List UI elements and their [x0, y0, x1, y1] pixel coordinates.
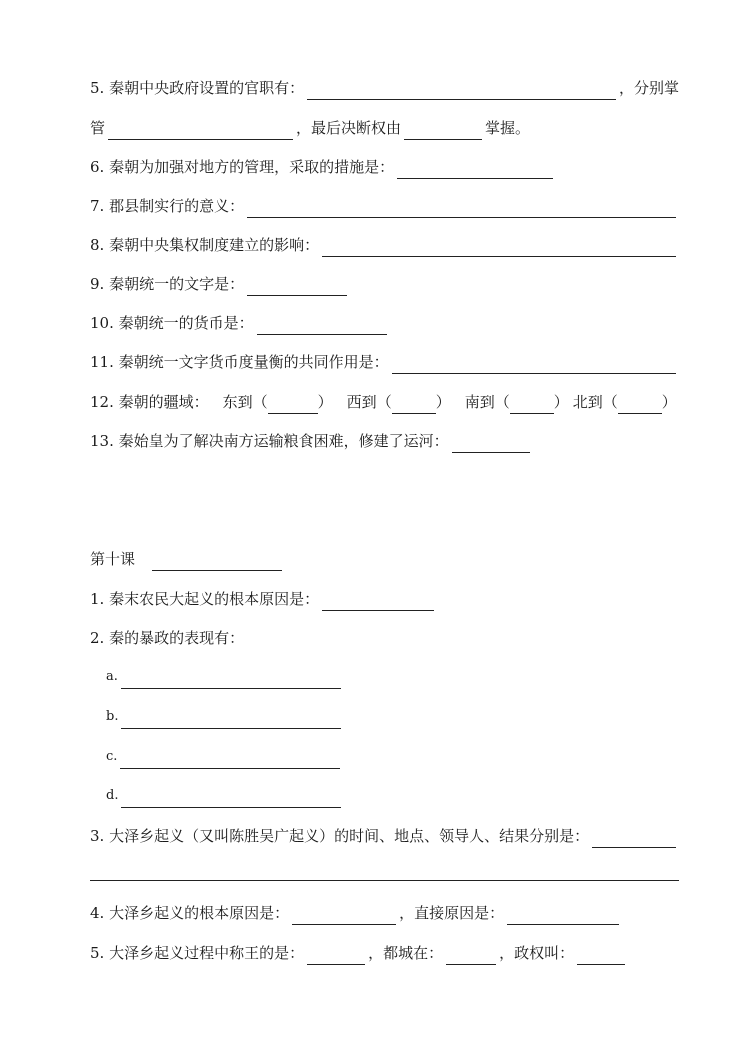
question-5-text-2: ，分别掌	[618, 79, 679, 97]
question-11-text: 11. 秦朝统一文字货币度量衡的共同作用是：	[90, 353, 389, 371]
answer-blank-east[interactable]	[268, 395, 318, 414]
lesson-question-5-text-2: ，都城在：	[368, 944, 444, 962]
answer-rule[interactable]	[90, 880, 679, 881]
lesson-question-5-text: 5. 大泽乡起义过程中称王的是：	[90, 944, 305, 962]
answer-blank[interactable]	[121, 670, 341, 689]
question-13-text: 13. 秦始皇为了解决南方运输粮食困难，修建了运河：	[90, 432, 449, 450]
paren-open: （	[602, 393, 618, 411]
sub-item-label: a.	[106, 669, 118, 684]
lesson-question-5	[90, 941, 628, 965]
answer-blank[interactable]	[322, 592, 434, 611]
paren-open: （	[494, 393, 510, 411]
question-5-text-4: ，最后决断权由	[296, 119, 402, 137]
answer-blank[interactable]	[446, 946, 496, 965]
answer-blank[interactable]	[507, 906, 619, 925]
question-5-line-2	[90, 116, 530, 140]
lesson-title-line	[90, 547, 285, 571]
question-8-text: 8. 秦朝中央集权制度建立的影响：	[90, 236, 320, 254]
question-7	[90, 194, 679, 218]
answer-blank[interactable]	[322, 238, 676, 257]
answer-blank[interactable]	[121, 789, 341, 808]
answer-blank[interactable]	[121, 710, 341, 729]
question-10-text: 10. 秦朝统一的货币是：	[90, 314, 254, 332]
question-9-text: 9. 秦朝统一的文字是：	[90, 275, 245, 293]
lesson-question-1-text: 1. 秦末农民大起义的根本原因是：	[90, 590, 320, 608]
question-6-text: 6. 秦朝为加强对地方的管理，采取的措施是：	[90, 158, 395, 176]
answer-blank[interactable]	[108, 121, 293, 140]
answer-blank[interactable]	[120, 750, 340, 769]
answer-blank[interactable]	[292, 906, 396, 925]
lesson-question-3-text: 3. 大泽乡起义（又叫陈胜吴广起义）的时间、地点、领导人、结果分别是：	[90, 827, 590, 845]
sub-item-label: c.	[106, 749, 118, 764]
answer-blank[interactable]	[404, 121, 482, 140]
answer-blank[interactable]	[307, 946, 365, 965]
paren-close: ）	[661, 393, 677, 411]
paren-open: （	[376, 393, 392, 411]
answer-blank[interactable]	[592, 829, 676, 848]
lesson-title: 第十课	[90, 550, 136, 568]
sub-item-c	[106, 745, 343, 769]
question-11	[90, 350, 679, 374]
question-5-text: 5. 秦朝中央政府设置的官职有：	[90, 79, 305, 97]
answer-blank-south[interactable]	[510, 395, 554, 414]
west-label: 西到	[346, 393, 377, 411]
lesson-question-2-text: 2. 秦的暴政的表现有：	[90, 629, 245, 647]
lesson-question-5-text-3: ，政权叫：	[499, 944, 575, 962]
question-5-text-5: 掌握。	[485, 119, 531, 137]
question-13	[90, 429, 533, 453]
question-6	[90, 155, 556, 179]
answer-blank[interactable]	[577, 946, 625, 965]
question-12	[90, 390, 679, 414]
answer-blank[interactable]	[452, 434, 530, 453]
lesson-question-3	[90, 824, 679, 848]
paren-open: （	[252, 393, 268, 411]
question-5-text-3: 管	[90, 119, 106, 137]
answer-blank[interactable]	[247, 277, 347, 296]
sub-item-d	[106, 784, 344, 808]
answer-blank[interactable]	[397, 160, 553, 179]
question-5-line-1	[90, 76, 679, 100]
answer-blank-north[interactable]	[618, 395, 662, 414]
paren-close: ）	[435, 393, 451, 411]
paren-close: ）	[553, 393, 569, 411]
question-9	[90, 272, 350, 296]
paren-close: ）	[317, 393, 333, 411]
question-10	[90, 311, 390, 335]
east-label: 东到	[222, 393, 253, 411]
lesson-question-4-text-2: ，直接原因是：	[399, 904, 505, 922]
lesson-title-blank[interactable]	[152, 552, 282, 571]
answer-blank[interactable]	[247, 199, 676, 218]
sub-item-label: d.	[106, 788, 119, 803]
lesson-question-4	[90, 901, 622, 925]
question-8	[90, 233, 679, 257]
question-7-text: 7. 郡县制实行的意义：	[90, 197, 245, 215]
question-12-text: 12. 秦朝的疆域：	[90, 393, 209, 411]
sub-item-a	[106, 665, 344, 689]
lesson-question-1	[90, 587, 437, 611]
answer-blank[interactable]	[307, 81, 616, 100]
south-label: 南到	[464, 393, 495, 411]
sub-item-b	[106, 705, 344, 729]
answer-blank[interactable]	[392, 355, 676, 374]
north-label: 北到	[572, 393, 603, 411]
lesson-question-2	[90, 626, 244, 650]
sub-item-label: b.	[106, 709, 119, 724]
lesson-question-4-text: 4. 大泽乡起义的根本原因是：	[90, 904, 290, 922]
answer-blank[interactable]	[257, 316, 387, 335]
answer-blank-west[interactable]	[392, 395, 436, 414]
